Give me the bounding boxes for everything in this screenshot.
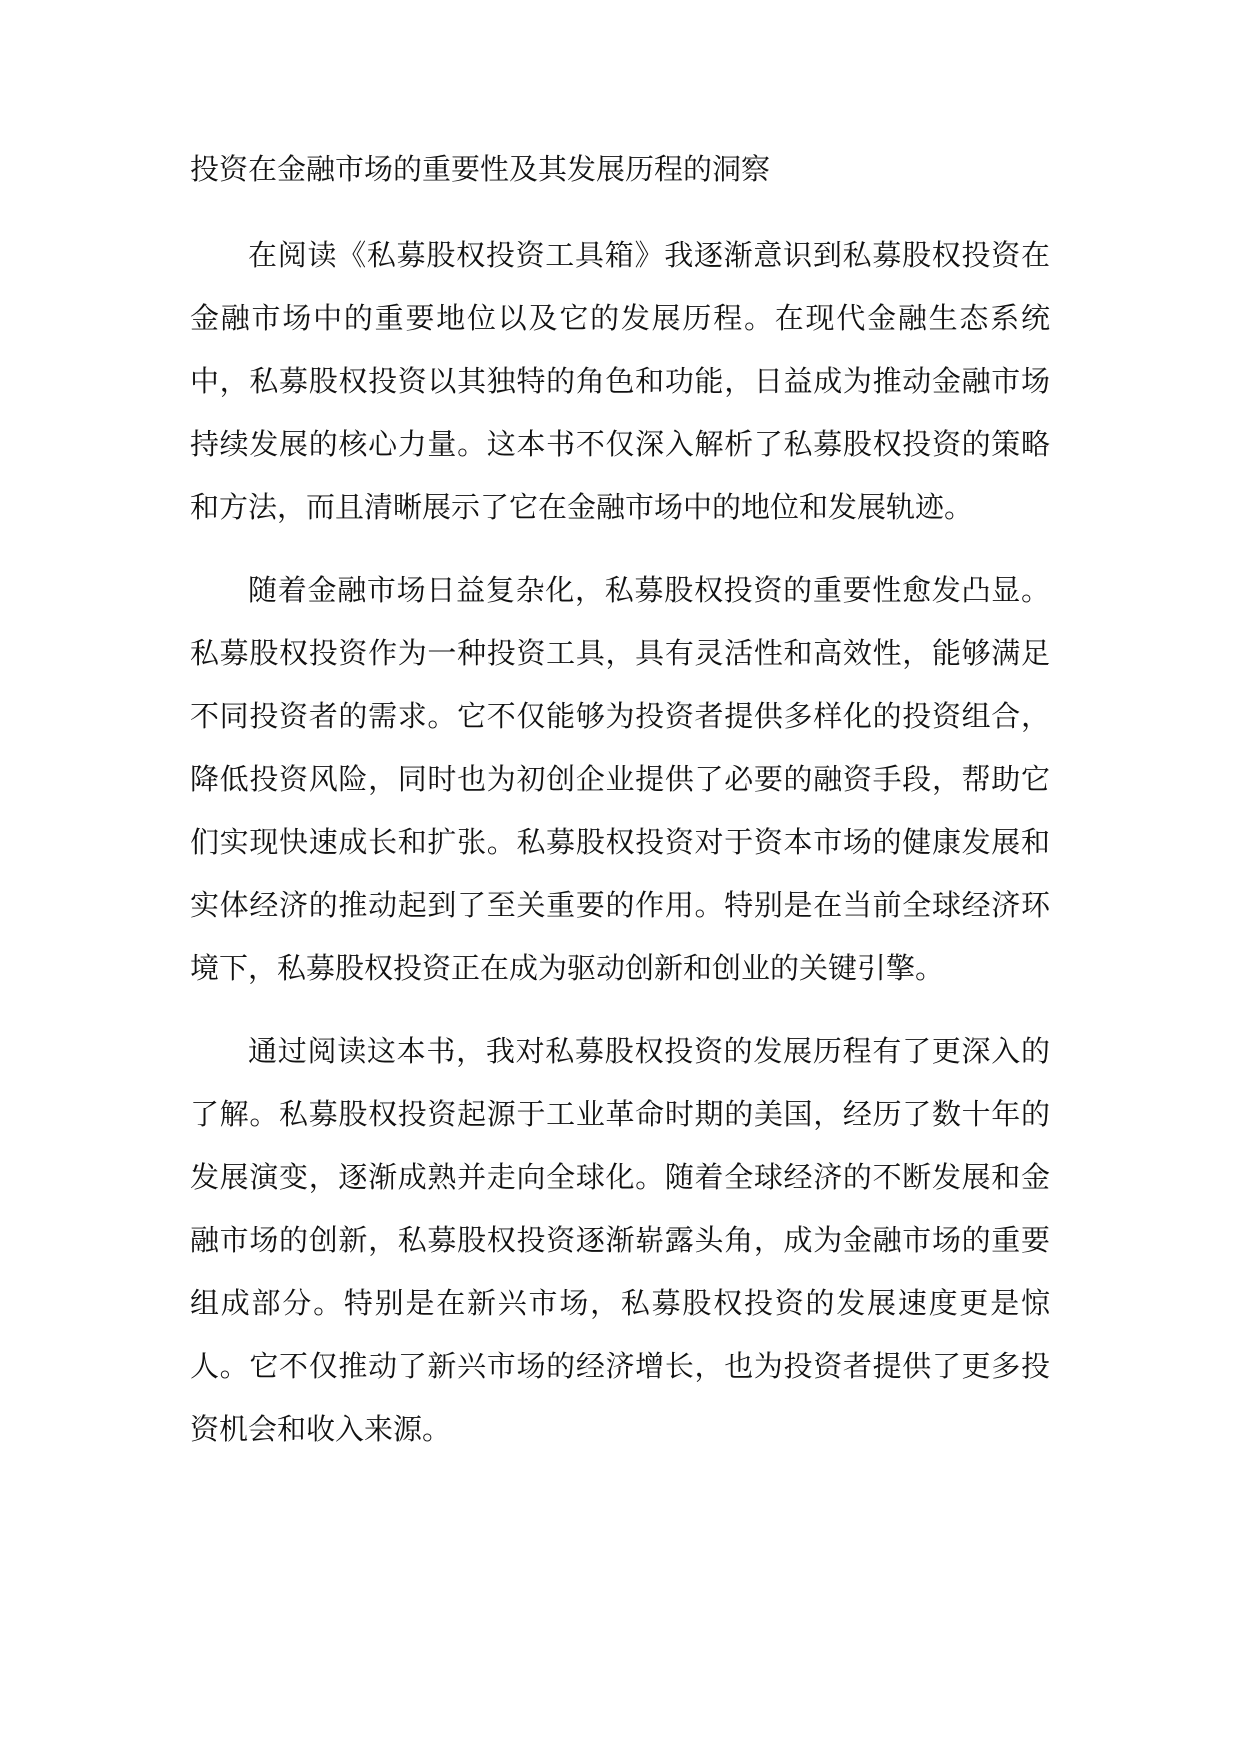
document-title: 投资在金融市场的重要性及其发展历程的洞察 — [190, 152, 771, 186]
paragraph-3: 通过阅读这本书，我对私募股权投资的发展历程有了更深入的了解。私募股权投资起源于工业革命时期的美国，经历了数十年的发展演变，逐渐成熟并走向全球化。随着全球经济的不断发展和金融市场的创新，私募股权投资逐渐崭露头角，成为金融市场的重要组成部分。特别是在新兴市场，私募股权投资的发展速度更是惊人。它不仅推动了新兴市场的经济增长，也为投资者提供了更多投资机会和收入来源。 — [190, 1034, 1050, 1446]
paragraph-1: 在阅读《私募股权投资工具箱》我逐渐意识到私募股权投资在金融市场中的重要地位以及它的发展历程。在现代金融生态系统中，私募股权投资以其独特的角色和功能，日益成为推动金融市场持续发展的核心力量。这本书不仅深入解析了私募股权投资的策略和方法，而且清晰展示了它在金融市场中的地位和发展轨迹。 — [190, 238, 1050, 524]
document-page — [190, 138, 1050, 1461]
paragraph-2: 随着金融市场日益复杂化，私募股权投资的重要性愈发凸显。私募股权投资作为一种投资工具，具有灵活性和高效性，能够满足不同投资者的需求。它不仅能够为投资者提供多样化的投资组合，降低投资风险，同时也为初创企业提供了必要的融资手段，帮助它们实现快速成长和扩张。私募股权投资对于资本市场的健康发展和实体经济的推动起到了至关重要的作用。特别是在当前全球经济环境下，私募股权投资正在成为驱动创新和创业的关键引擎。 — [190, 573, 1050, 985]
